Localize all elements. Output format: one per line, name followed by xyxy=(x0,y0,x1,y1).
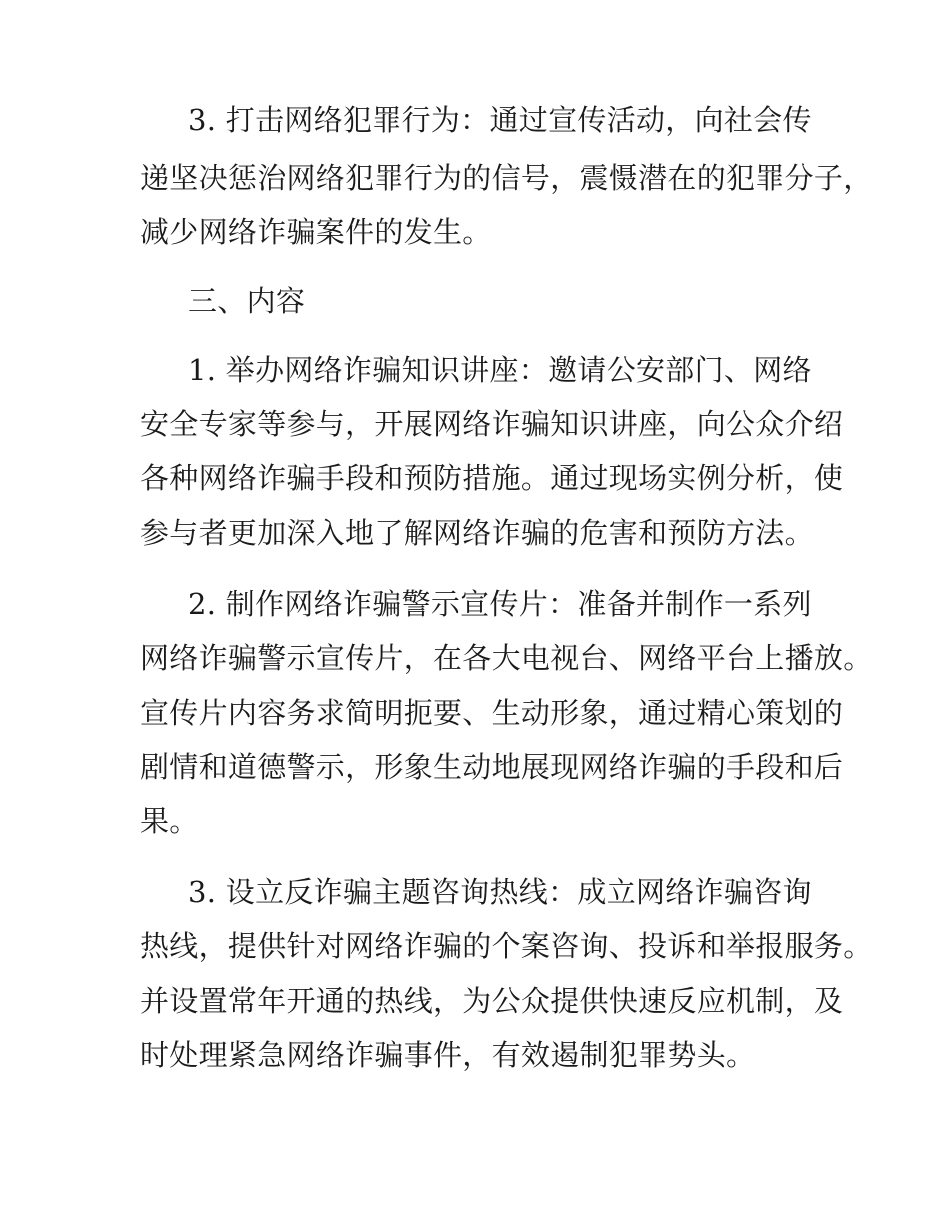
paragraph-line: 减少网络诈骗案件的发生。 xyxy=(140,215,492,249)
paragraph-line: 参与者更加深入地了解网络诈骗的危害和预防方法。 xyxy=(140,516,814,550)
paragraph-line: 安全专家等参与，开展网络诈骗知识讲座，向公众介绍 xyxy=(140,407,844,441)
section-heading: 三、内容 xyxy=(188,284,306,318)
paragraph-line: 3. 打击网络犯罪行为：通过宣传活动，向社会传 xyxy=(188,103,812,137)
paragraph-line: 递坚决惩治网络犯罪行为的信号，震慑潜在的犯罪分子， xyxy=(140,161,873,195)
paragraph-line: 网络诈骗警示宣传片，在各大电视台、网络平台上播放。 xyxy=(140,641,873,675)
paragraph-line: 热线，提供针对网络诈骗的个案咨询、投诉和举报服务。 xyxy=(140,929,873,963)
paragraph-line: 3. 设立反诈骗主题咨询热线：成立网络诈骗咨询 xyxy=(188,875,812,909)
paragraph-line: 1. 举办网络诈骗知识讲座：邀请公安部门、网络 xyxy=(188,353,812,387)
paragraph-line: 宣传片内容务求简明扼要、生动形象，通过精心策划的 xyxy=(140,696,844,730)
paragraph-line: 并设置常年开通的热线，为公众提供快速反应机制，及 xyxy=(140,984,844,1018)
paragraph-line: 2. 制作网络诈骗警示宣传片：准备并制作一系列 xyxy=(188,587,812,621)
paragraph-line: 果。 xyxy=(140,804,199,838)
paragraph-line: 剧情和道德警示，形象生动地展现网络诈骗的手段和后 xyxy=(140,750,844,784)
paragraph-line: 时处理紧急网络诈骗事件，有效遏制犯罪势头。 xyxy=(140,1038,756,1072)
paragraph-line: 各种网络诈骗手段和预防措施。通过现场实例分析，使 xyxy=(140,461,844,495)
